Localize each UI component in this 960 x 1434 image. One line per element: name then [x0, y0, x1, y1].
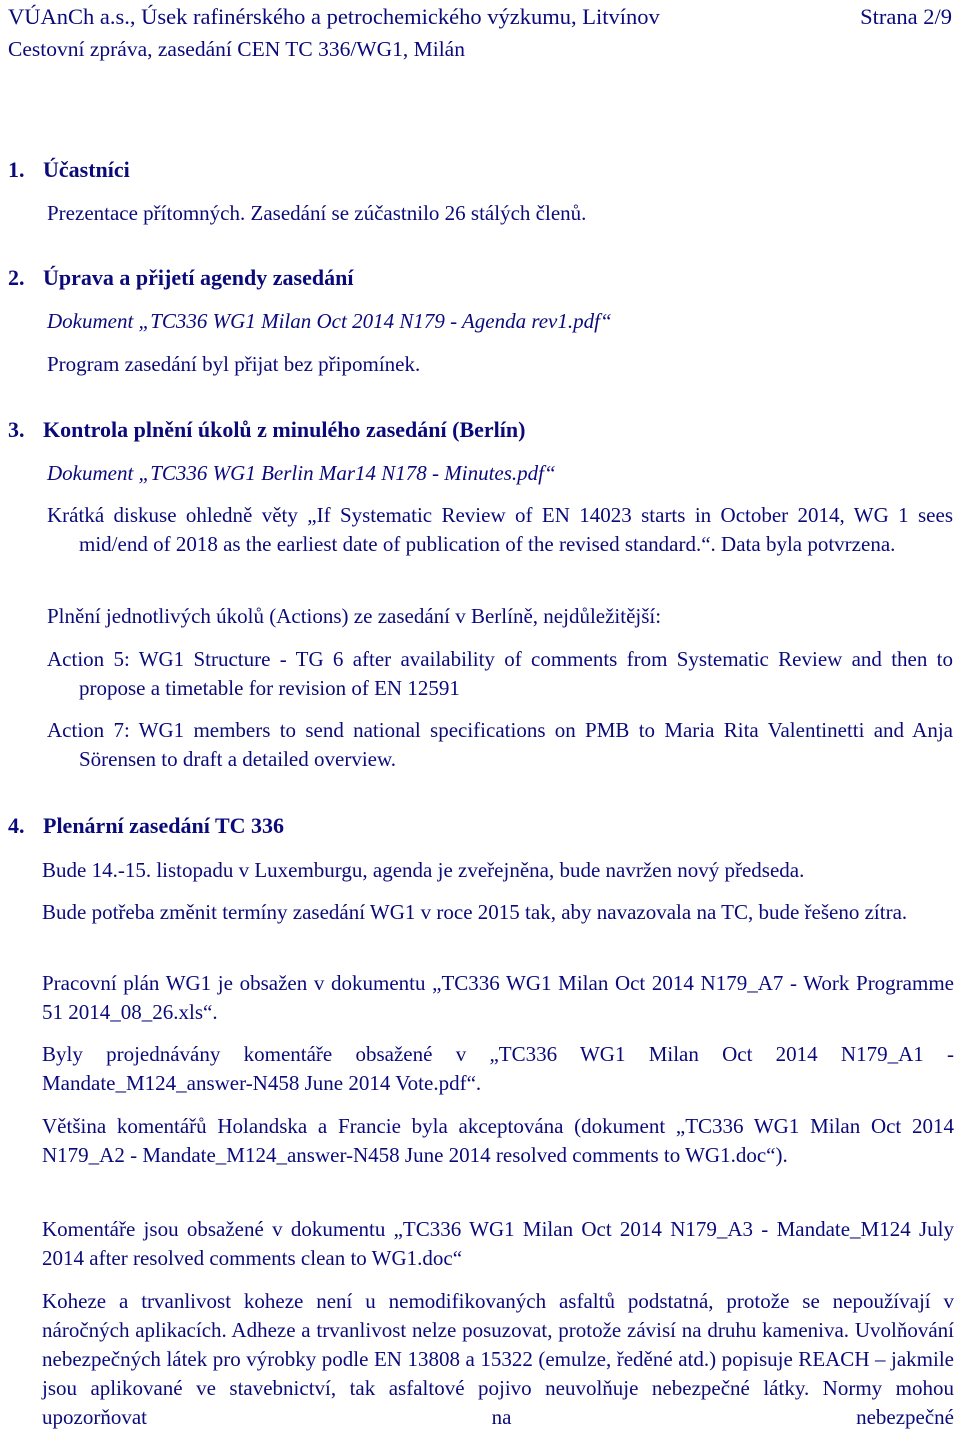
section-number: 1. — [8, 157, 25, 182]
paragraph: Byly projednávány komentáře obsažené v „TC336 WG1 Milan Oct 2014 N179_A1 - Mandate_M124_answer-N458 June 2014 Vote.pdf“. — [42, 1042, 954, 1095]
page-header — [8, 4, 952, 30]
section-title: Úprava a přijetí agendy zasedání — [43, 265, 354, 290]
section-number: 3. — [8, 417, 25, 442]
paragraph: Krátká diskuse ohledně věty „If Systematic Review of EN 14023 starts in October 2014, WG 1 sees mid/end of 2018 as the earliest date of publication of the revised standard.“. Data byla potvrzena. — [47, 503, 953, 556]
section-heading-1 — [8, 157, 130, 183]
section-title: Účastníci — [43, 157, 130, 182]
action-item-5: Action 5: WG1 Structure - TG 6 after availability of comments from Systematic Review and then to propose a timetable for revision of EN 12591 — [47, 647, 953, 700]
section-title: Plenární zasedání TC 336 — [43, 813, 285, 838]
page-number: Strana 2/9 — [860, 4, 952, 29]
document-reference: Dokument „TC336 WG1 Berlin Mar14 N178 - Minutes.pdf“ — [47, 461, 556, 485]
paragraph: Prezentace přítomných. Zasedání se zúčastnilo 26 stálých členů. — [47, 201, 587, 225]
section-number: 2. — [8, 265, 25, 290]
paragraph: Komentáře jsou obsažené v dokumentu „TC336 WG1 Milan Oct 2014 N179_A3 - Mandate_M124 July 2014 after resolved comments clean to WG1.doc“ — [42, 1217, 954, 1270]
paragraph: Koheze a trvanlivost koheze není u nemodifikovaných asfaltů podstatná, protože se nepoužívají v náročných aplikacích. Adheze a trvanlivost nelze posuzovat, protože závisí na druhu kameniva. Uvolňování nebezpečných látek pro výrobky podle EN 13808 a 15322 (emulze, ředěné atd.) popisuje REACH – jakmile jsou aplikované ve stavebnictví, tak asfaltové pojivo neuvolňuje nebezpečné látky. Normy mohou upozorňovat na nebezpečné — [42, 1289, 954, 1429]
header-organization: VÚAnCh a.s., Úsek rafinérského a petrochemického výzkumu, Litvínov — [8, 4, 660, 29]
section-heading-3 — [8, 417, 525, 443]
paragraph: Většina komentářů Holandska a Francie byla akceptována (dokument „TC336 WG1 Milan Oct 2014 N179_A2 - Mandate_M124_answer-N458 June 2014 resolved comments to WG1.doc“). — [42, 1114, 954, 1167]
paragraph: Plnění jednotlivých úkolů (Actions) ze zasedání v Berlíně, nejdůležitější: — [47, 604, 662, 628]
paragraph: Pracovní plán WG1 je obsažen v dokumentu „TC336 WG1 Milan Oct 2014 N179_A7 - Work Programme 51 2014_08_26.xls“. — [42, 971, 954, 1024]
paragraph: Bude potřeba změnit termíny zasedání WG1 v roce 2015 tak, aby navazovala na TC, bude řešeno zítra. — [42, 900, 908, 924]
section-heading-2 — [8, 265, 353, 291]
document-reference: Dokument „TC336 WG1 Milan Oct 2014 N179 - Agenda rev1.pdf“ — [47, 309, 612, 333]
section-heading-4 — [8, 813, 284, 839]
header-subtitle: Cestovní zpráva, zasedání CEN TC 336/WG1, Milán — [8, 37, 465, 61]
paragraph: Bude 14.-15. listopadu v Luxemburgu, agenda je zveřejněna, bude navržen nový předseda. — [42, 858, 805, 882]
action-item-7: Action 7: WG1 members to send national specifications on PMB to Maria Rita Valentinetti and Anja Sörensen to draft a detailed overview. — [47, 718, 953, 771]
section-number: 4. — [8, 813, 25, 838]
paragraph: Program zasedání byl přijat bez připomínek. — [47, 352, 421, 376]
section-title: Kontrola plnění úkolů z minulého zasedání (Berlín) — [43, 417, 526, 442]
